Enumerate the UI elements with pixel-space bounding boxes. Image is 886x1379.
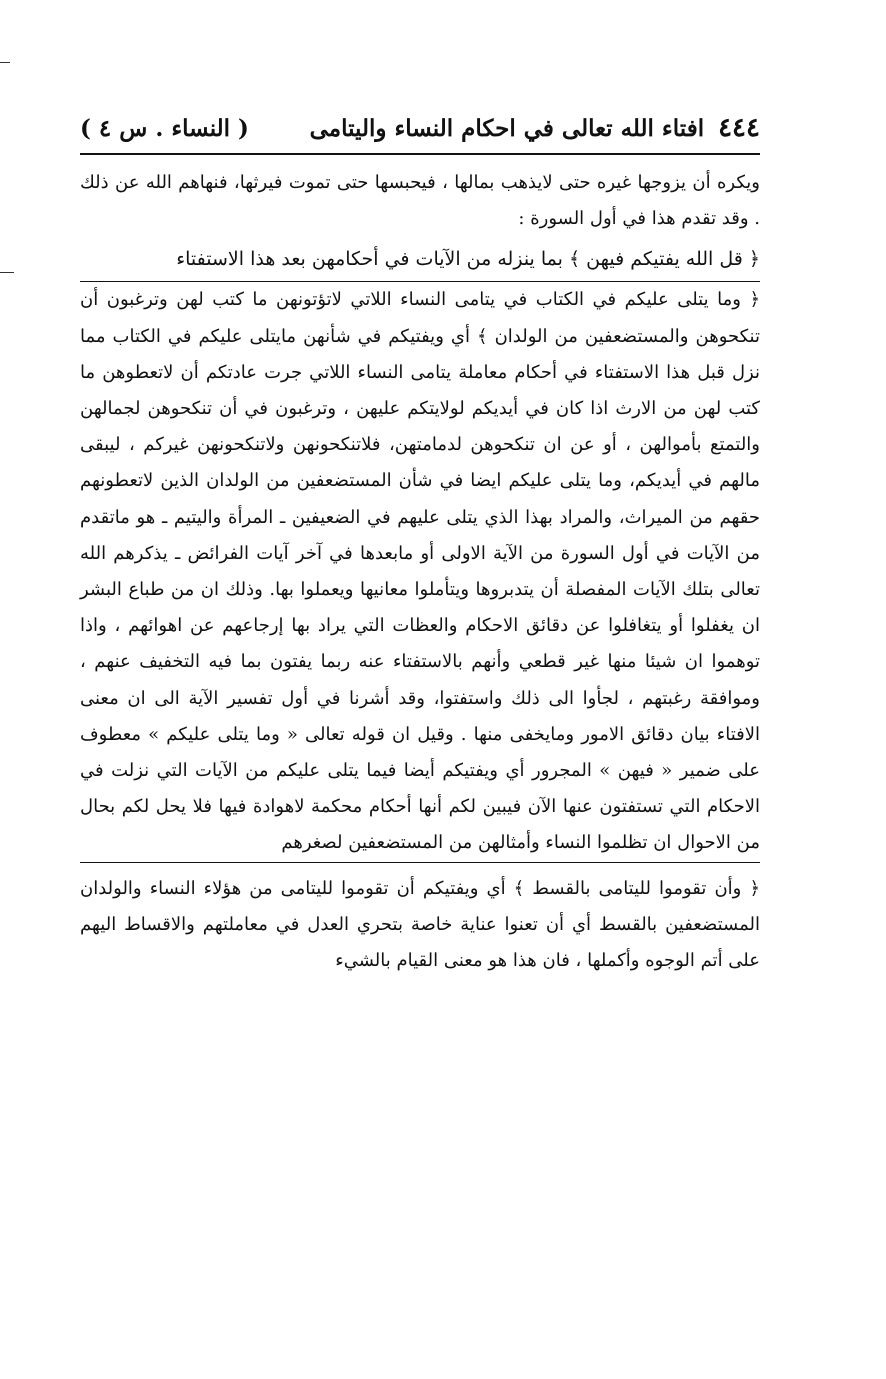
page-body — [80, 165, 760, 979]
surah-reference: ( النساء . س ٤ ) — [80, 115, 249, 142]
running-title: افتاء الله تعالى في احكام النساء واليتامى — [309, 115, 705, 142]
verse-quote-1: ﴿ قل الله يفتيكم فيهن ﴾ بما ينزله من الآيات في أحكامهن بعد هذا الاستفتاء — [80, 237, 760, 282]
page-number: ٤٤٤ — [718, 113, 760, 143]
paragraph-2: ﴿ وما يتلى عليكم في الكتاب في يتامى النساء اللاتي لاتؤتونهن ما كتب لهن وترغبون أن تنكحوهن والمستضعفين من الولدان ﴾ أي ويفتيكم في شأنهن مايتلى عليكم في الكتاب مما نزل قبل هذا الاستفتاء في أحكام معاملة يتامى النساء اللاتي جرت عادتكم أن لاتعطوهن ما كتب لهن من الارث اذا كان في أيديكم لولايتكم عليهن ، وترغبون في أن تنكحوهن لجمالهن والتمتع بأموالهن ، أو عن ان تنكحوهن لدمامتهن، فلاتنكحونهن ولاتنكحونهن غيركم ، ليبقى مالهم في أيديكم، وما يتلى عليكم ايضا في شأن المستضعفين من الولدان الذين لاتعطونهم حقهم من الميراث، والمراد بهذا الذي يتلى عليهم في الضعيفين ـ المرأة واليتيم ـ هو ماتقدم من الآيات في أول السورة من الآية الاولى أو مابعدها في آخر آيات الفرائض ـ يذكرهم الله تعالى بتلك الآيات المفصلة أن يتدبروها ويتأملوا معانيها ويعملوا بها. وذلك ان من طباع البشر ان يغفلوا أو يتغافلوا عن دقائق الاحكام والعظات التي يراد بها إرجاعهم عن اهوائهم ، واذا توهموا ان شيئا منها غير قطعي وأنهم بالاستفتاء عنه ربما يفتون بما فيه التخفيف عنهم ، وموافقة رغبتهم ، لجأوا الى ذلك واستفتوا، وقد أشرنا في أول تفسير الآية الى ان معنى الافتاء بيان دقائق الامور ومايخفى منها . وقيل ان قوله تعالى « وما يتلى عليكم » معطوف على ضمير « فيهن » المجرور أي ويفتيكم أيضا فيما يتلى عليكم من الآيات التي نزلت في الاحكام التي تستفتون عنها الآن فيبين لكم أنها أحكام محكمة لاهوادة فيها فلا يحل لكم بحال من الاحوال ان تظلموا النساء وأمثالهن من المستضعفين لصغرهم — [80, 289, 760, 854]
book-page — [80, 110, 760, 979]
paragraph-1: ويكره أن يزوجها غيره حتى لايذهب بمالها ، فيحبسها حتى تموت فيرثها، فنهاهم الله عن ذلك . وقد تقدم هذا في أول السورة : — [80, 172, 760, 230]
scan-edge-mark-middle — [0, 272, 14, 273]
paragraph-3: ﴿ وأن تقوموا لليتامى بالقسط ﴾ أي ويفتيكم أن تقوموا لليتامى من هؤلاء النساء والولدان المستضعفين بالقسط أي أن تعنوا عناية خاصة بتحري العدل في معاملتهم والاقساط اليهم على أتم الوجوه وأكملها ، فان هذا هو معنى القيام بالشيء — [80, 862, 760, 980]
running-head — [80, 110, 760, 155]
scan-edge-mark-top — [0, 62, 10, 63]
